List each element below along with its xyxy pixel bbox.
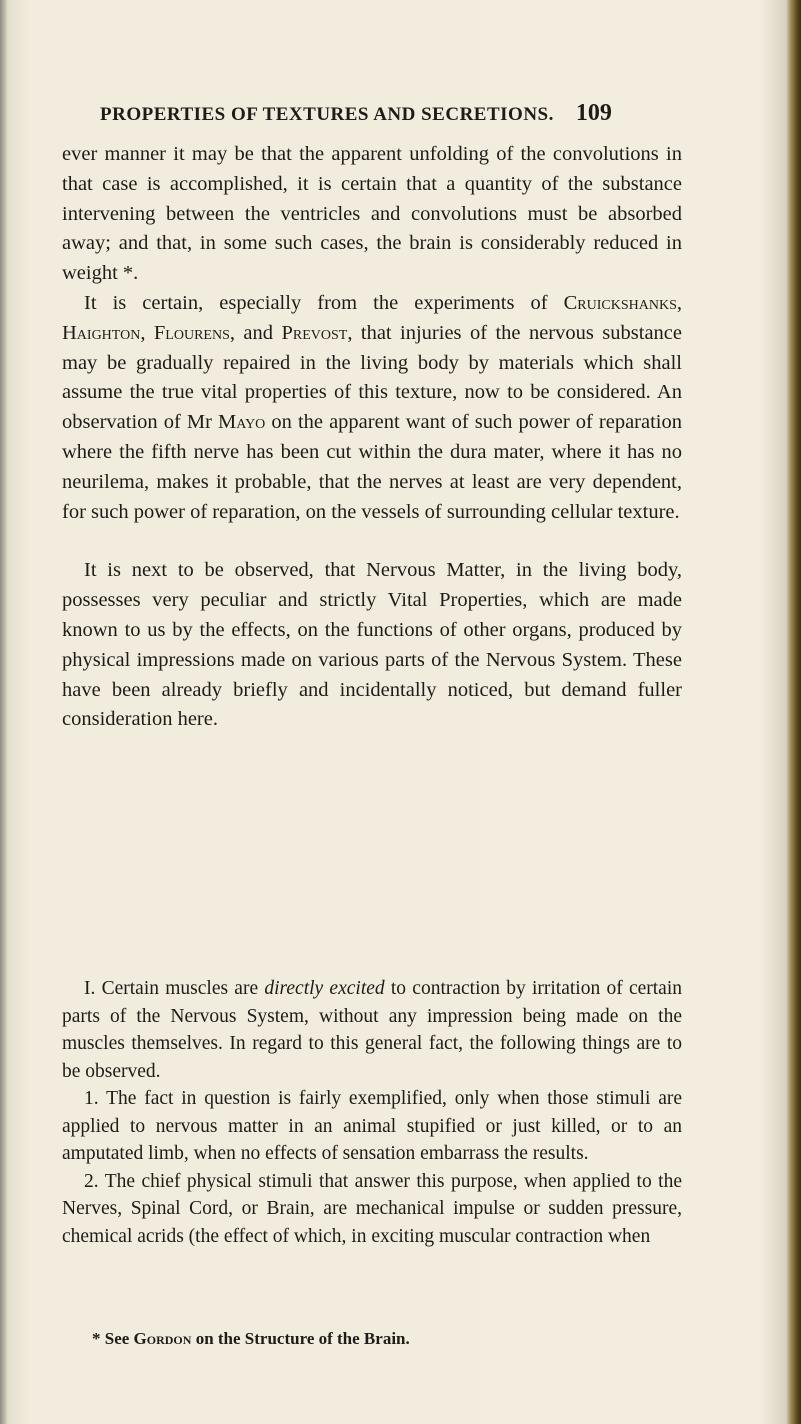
p2-text-3: , bbox=[140, 321, 154, 344]
page-header bbox=[100, 100, 700, 136]
p2-text-1: It is certain, especially from the experiments of bbox=[84, 291, 564, 314]
running-head: PROPERTIES OF TEXTURES AND SECRETIONS. bbox=[100, 104, 554, 125]
name-cruickshanks: Cruickshanks bbox=[563, 291, 677, 314]
page-left-edge bbox=[0, 0, 7, 1424]
body-text bbox=[62, 140, 682, 735]
page-number: 109 bbox=[575, 100, 612, 126]
footnote-name: Gordon bbox=[133, 1329, 192, 1348]
paragraph-1: ever manner it may be that the apparent unfolding of the convolutions in that case is accomplished, it is certain that a quantity of the substance intervening between the ventricles and convolutions must be absorbed away; and that, in some such cases, the brain is considerably reduced in weight *. bbox=[62, 143, 682, 285]
paragraph-6: 2. The chief physical stimuli that answer this purpose, when applied to the Nerves, Spinal Cord, or Brain, are mechanical impulse or sudden pressure, chemical acrids (the effect of which, in exciting muscular contraction when bbox=[62, 1170, 682, 1247]
name-haighton: Haighton bbox=[62, 321, 141, 344]
name-flourens: Flourens bbox=[153, 321, 230, 344]
book-spine-edge bbox=[791, 0, 801, 1424]
name-mayo: Mayo bbox=[218, 411, 266, 434]
paragraph-5: 1. The fact in question is fairly exemplified, only when those stimuli are applied to nervous matter in an animal stupified or just killed, or to an amputated limb, when no effects of sensation embarrass the results. bbox=[62, 1088, 682, 1164]
name-prevost: Prevost bbox=[281, 321, 348, 344]
p4-text-1: I. Certain muscles are bbox=[84, 978, 265, 999]
footnote-text-2: on the Structure of the Brain. bbox=[191, 1329, 410, 1348]
p2-text-4: , and bbox=[229, 321, 282, 344]
small-text-block bbox=[62, 975, 682, 1250]
paragraph-gap bbox=[62, 527, 682, 556]
paragraph-4 bbox=[62, 975, 682, 1085]
footnote bbox=[92, 1329, 712, 1349]
paragraph-2 bbox=[62, 289, 682, 527]
p2-text-2: , bbox=[676, 291, 682, 314]
emphasis-directly-excited: directly excited bbox=[264, 978, 385, 999]
footnote-text-1: See bbox=[100, 1329, 134, 1348]
footnote-marker: * bbox=[92, 1329, 101, 1348]
paragraph-3: It is next to be observed, that Nervous Matter, in the living body, possesses very peculiar and strictly Vital Properties, which are made known to us by the effects, on the functions of other organs, produced by physical impressions made on various parts of the Nervous System. These have been already briefly and incidentally noticed, but demand fuller consideration here. bbox=[62, 559, 682, 731]
p2-text-6: on the apparent want of such power of reparation where the fifth nerve has been cut within the dura mater, where it has no neurilema, makes it probable, that the nerves at least are very dependent, for such power of reparation, on the vessels of surrounding cellular texture. bbox=[62, 411, 683, 523]
p2-text-5: , that injuries of the nervous substance may be gradually repaired in the living body by materials which shall assume the true vital properties of this texture, now to be considered. An observation of Mr bbox=[62, 321, 682, 434]
p4-text-2: to contraction by irritation of certain parts of the Nervous System, without any impression being made on the muscles themselves. In regard to this general fact, the following things are to be observed. bbox=[62, 978, 682, 1082]
